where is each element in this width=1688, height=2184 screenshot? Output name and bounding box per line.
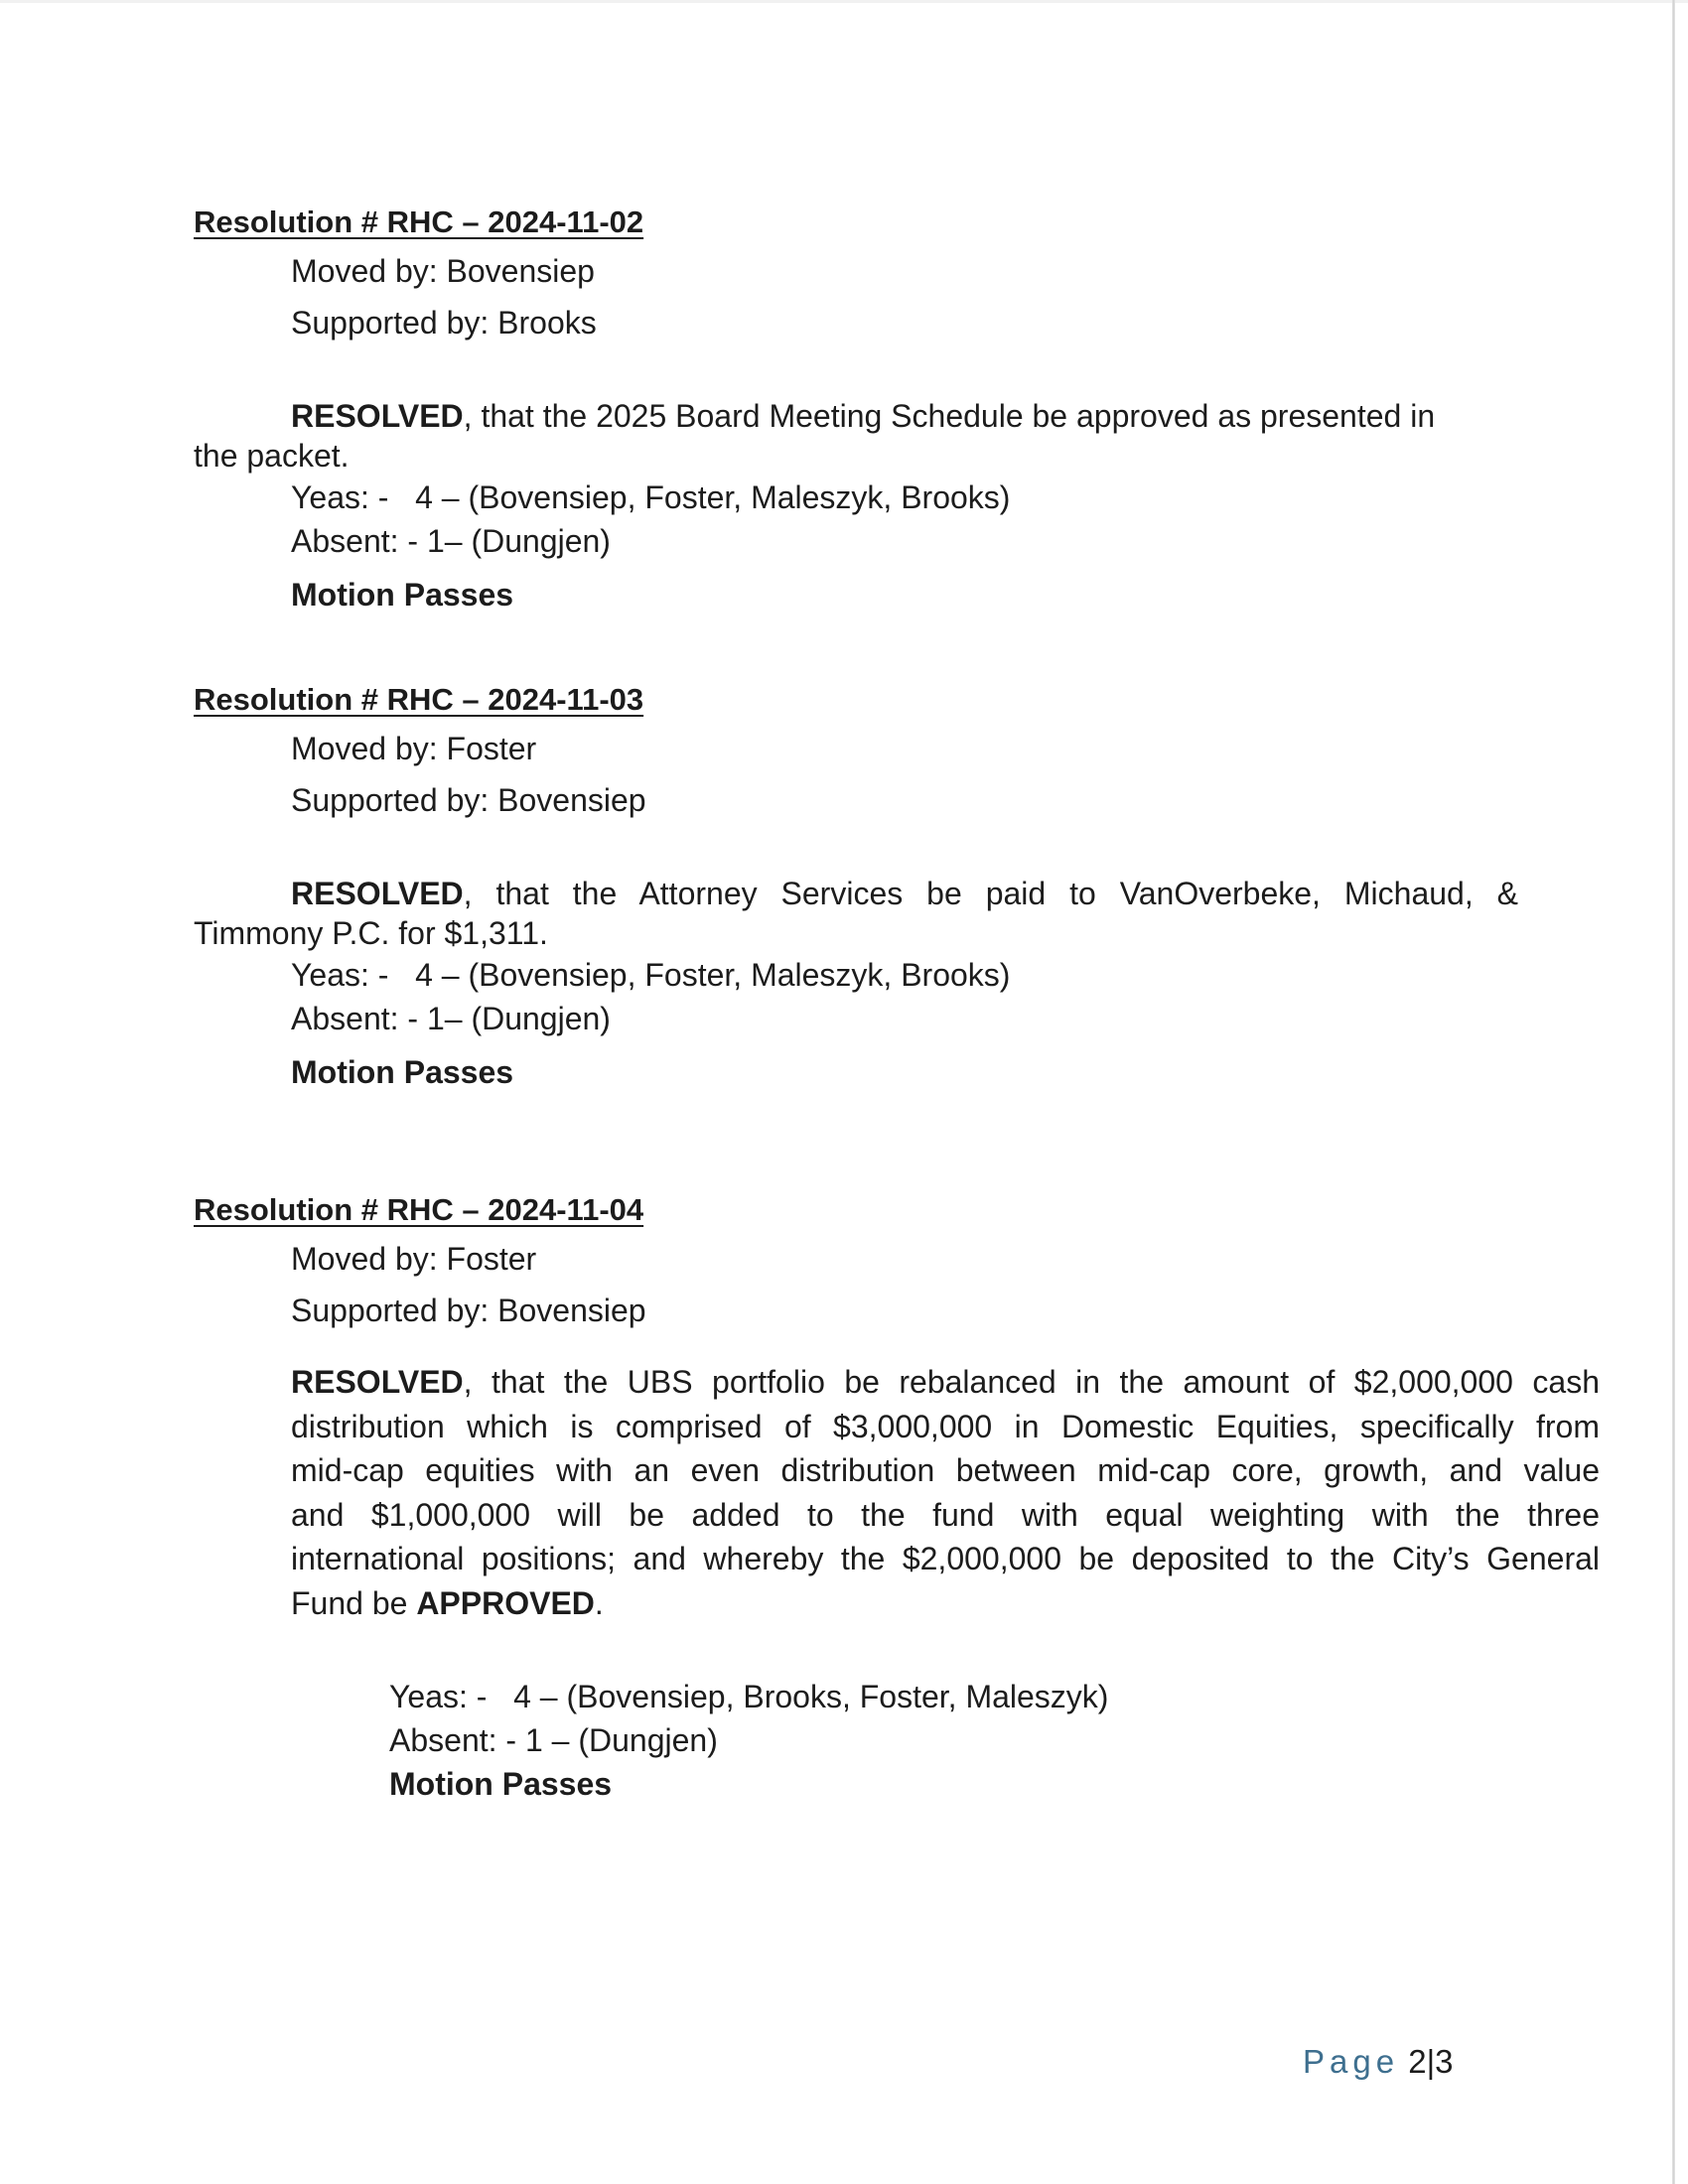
resolved-keyword: RESOLVED xyxy=(291,398,464,434)
scan-right-edge xyxy=(1672,0,1675,2184)
approved-tail: . xyxy=(594,1584,604,1621)
resolved-text-line: , that the 2025 Board Meeting Schedule be approved as presented in xyxy=(463,398,1436,434)
resolved-text-line: the packet. xyxy=(194,438,350,474)
motion-result: Motion Passes xyxy=(291,1054,514,1090)
resolved-text-line: Timmony P.C. for $1,311. xyxy=(194,915,548,951)
absent-line: Absent: - 1– (Dungjen) xyxy=(291,1001,611,1036)
supported-by: Supported by: Bovensiep xyxy=(291,1293,646,1328)
page-number: 2|3 xyxy=(1408,2043,1454,2080)
resolution-block xyxy=(194,204,1623,616)
approved-word: APPROVED xyxy=(416,1584,595,1621)
resolved-paragraph xyxy=(291,1360,1600,1625)
supported-by: Supported by: Brooks xyxy=(291,305,597,341)
absent-line: Absent: - 1 – (Dungjen) xyxy=(389,1722,718,1758)
supported-by: Supported by: Bovensiep xyxy=(291,782,646,818)
resolved-text-line: distribution which is comprised of $3,000,000 in Domestic Equities, specifically from xyxy=(291,1408,1600,1444)
resolved-text-line: mid-cap equities with an even distribution between mid-cap core, growth, and value xyxy=(291,1452,1600,1488)
resolved-text-line: , that the UBS portfolio be rebalanced in the amount of $2,000,000 cash xyxy=(463,1364,1600,1400)
scan-top-edge xyxy=(0,0,1688,3)
yeas-line: Yeas: - 4 – (Bovensiep, Foster, Maleszyk, Brooks) xyxy=(291,957,1011,993)
yeas-line: Yeas: - 4 – (Bovensiep, Foster, Maleszyk, Brooks) xyxy=(291,479,1011,515)
resolved-keyword: RESOLVED xyxy=(291,1364,464,1400)
resolved-keyword: RESOLVED xyxy=(291,876,464,911)
resolution-block xyxy=(194,681,1623,1094)
resolved-text-line: and $1,000,000 will be added to the fund with equal weighting with the three xyxy=(291,1496,1600,1533)
resolution-title: Resolution # RHC – 2024-11-04 xyxy=(194,1192,644,1227)
resolution-block xyxy=(194,1191,1623,1806)
moved-by: Moved by: Foster xyxy=(291,1241,537,1277)
page-label: Page xyxy=(1303,2043,1400,2080)
moved-by: Moved by: Bovensiep xyxy=(291,253,595,289)
resolved-paragraph xyxy=(194,396,1623,476)
resolved-text-line: Fund be xyxy=(291,1584,417,1621)
resolved-paragraph xyxy=(194,874,1518,953)
page-number-footer xyxy=(1303,2043,1454,2081)
motion-result: Motion Passes xyxy=(389,1766,613,1802)
moved-by: Moved by: Foster xyxy=(291,731,537,766)
resolution-title: Resolution # RHC – 2024-11-03 xyxy=(194,682,644,717)
absent-line: Absent: - 1– (Dungjen) xyxy=(291,523,611,559)
yeas-line: Yeas: - 4 – (Bovensiep, Brooks, Foster, Maleszyk) xyxy=(389,1679,1109,1714)
resolution-title: Resolution # RHC – 2024-11-02 xyxy=(194,205,644,239)
motion-result: Motion Passes xyxy=(291,577,514,613)
resolved-text-line: international positions; and whereby the $2,000,000 be deposited to the City’s General xyxy=(291,1541,1600,1576)
resolved-text-line: , that the Attorney Services be paid to VanOverbeke, Michaud, & xyxy=(463,876,1518,911)
